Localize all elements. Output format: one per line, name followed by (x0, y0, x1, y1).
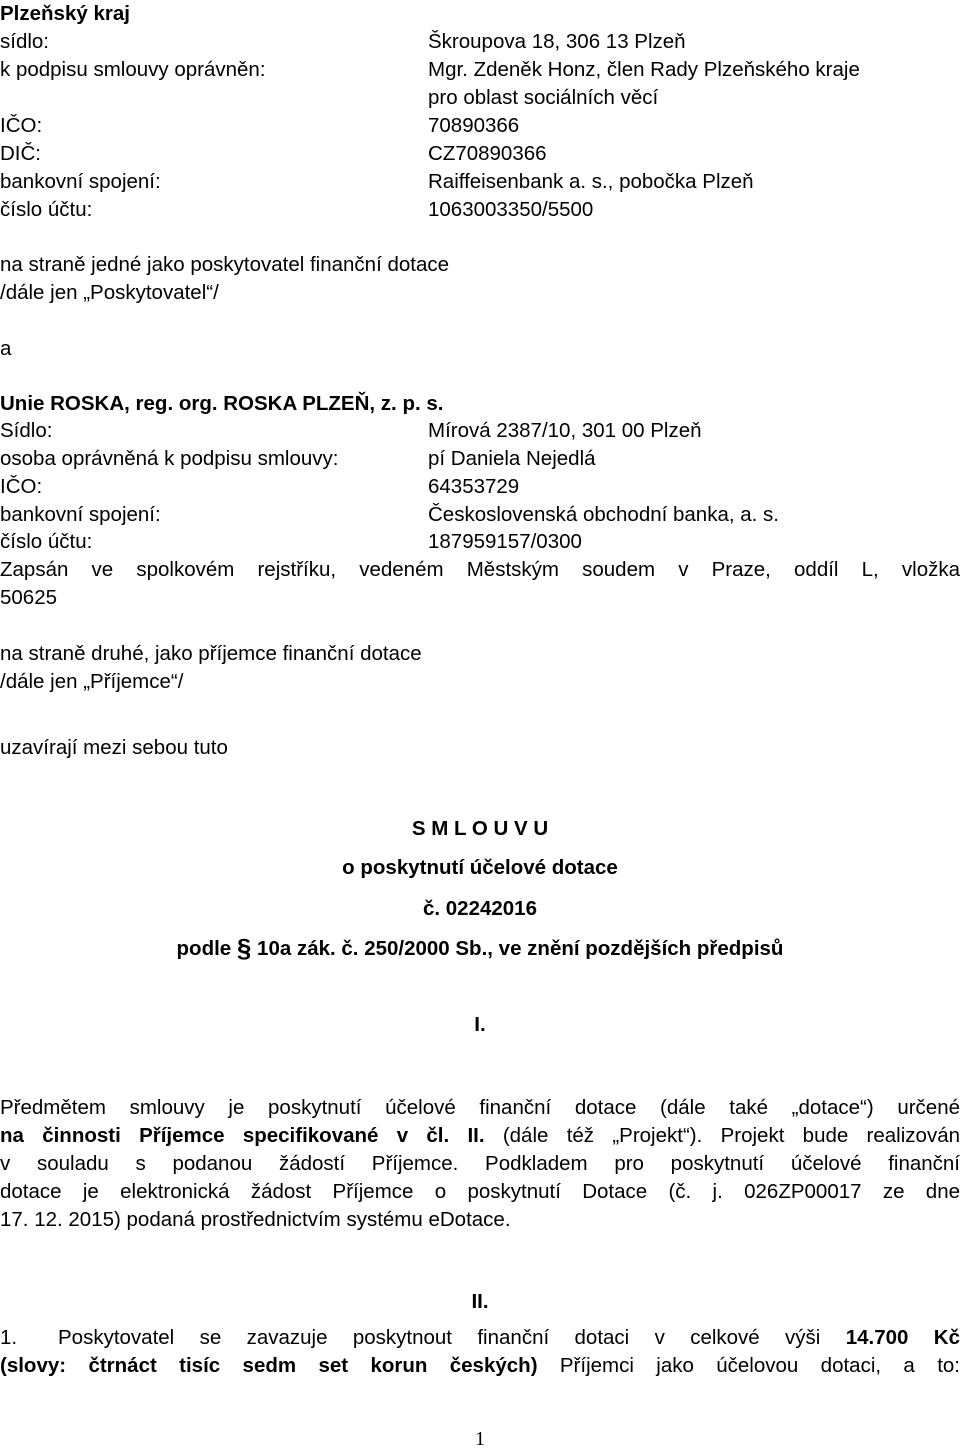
section-1-line: Předmětem smlouvy je poskytnutí účelové finanční dotace (dále také „dotace“) určené (0, 1096, 960, 1119)
contract-legal-basis (0, 933, 960, 963)
registry-line: Zapsán ve spolkovém rejstříku, vedeném Městským soudem v Praze, oddíl L, vložka (0, 558, 960, 581)
recipient-label: Sídlo: (0, 419, 53, 442)
contract-subtitle: o poskytnutí účelové dotace (342, 856, 618, 879)
section-2-text: Poskytovatel se zavazuje poskytnout finanční dotaci v celkové výši (58, 1326, 846, 1349)
page-number: 1 (475, 1428, 485, 1450)
recipient-name: Unie ROSKA, reg. org. ROSKA PLZEŇ, z. p. s. (0, 392, 444, 415)
provider-label: sídlo: (0, 30, 49, 53)
recipient-label: IČO: (0, 475, 43, 498)
section-2-item-line (58, 1326, 960, 1350)
provider-value: Mgr. Zdeněk Honz, člen Rady Plzeňského kraje (428, 58, 860, 81)
section-2-heading: II. (471, 1290, 489, 1313)
section-1-line: 17. 12. 2015) podaná prostřednictvím systému eDotace. (0, 1208, 511, 1231)
grant-amount: 14.700 Kč (845, 1326, 960, 1349)
conjunction-and: a (0, 337, 12, 360)
provider-role-alias: /dále jen „Poskytovatel“/ (0, 281, 219, 304)
provider-value: pro oblast sociálních věcí (428, 86, 659, 109)
contract-number: č. 02242016 (422, 897, 537, 920)
recipient-label: bankovní spojení: (0, 503, 161, 526)
legal-basis-prefix: podle (176, 937, 237, 960)
recipient-value: pí Daniela Nejedlá (428, 447, 596, 470)
section-1-line: dotace je elektronická žádost Příjemce o poskytnutí Dotace (č. j. 026ZP00017 ze dne (0, 1180, 960, 1203)
recipient-value: Mírová 2387/10, 301 00 Plzeň (428, 419, 702, 442)
registry-number: 50625 (0, 586, 58, 609)
provider-value: Škroupova 18, 306 13 Plzeň (428, 30, 686, 53)
provider-label: DIČ: (0, 142, 41, 165)
provider-label: k podpisu smlouvy oprávněn: (0, 58, 266, 81)
provider-value: Raiffeisenbank a. s., pobočka Plzeň (428, 170, 754, 193)
section-2-item-number: 1. (0, 1326, 18, 1349)
section-1-text: (dále též „Projekt“). Projekt bude realizován (484, 1124, 960, 1147)
section-2-item-line (0, 1354, 960, 1378)
provider-value: CZ70890366 (428, 142, 547, 165)
provider-label: číslo účtu: (0, 198, 93, 221)
recipient-value: 187959157/0300 (428, 530, 582, 553)
provider-label: bankovní spojení: (0, 170, 161, 193)
recipient-label: číslo účtu: (0, 530, 93, 553)
section-1-heading: I. (474, 1013, 486, 1036)
recipient-role: na straně druhé, jako příjemce finanční dotace (0, 642, 422, 665)
section-1-bold-text: na činnosti Příjemce specifikované v čl. II. (0, 1124, 485, 1147)
section-1-line (0, 1124, 960, 1148)
section-2-text: Příjemci jako účelovou dotaci, a to: (537, 1354, 960, 1377)
legal-basis-law: 10a zák. č. 250/2000 Sb. (251, 937, 488, 960)
recipient-value: Československá obchodní banka, a. s. (428, 503, 779, 526)
section-sign: § (236, 933, 252, 963)
provider-label: IČO: (0, 114, 43, 137)
grant-amount-words: (slovy: čtrnáct tisíc sedm set korun českých) (0, 1354, 538, 1377)
provider-value: 1063003350/5500 (428, 198, 594, 221)
recipient-role-alias: /dále jen „Příjemce“/ (0, 670, 184, 693)
recipient-label: osoba oprávněná k podpisu smlouvy: (0, 447, 339, 470)
conclude-text: uzavírají mezi sebou tuto (0, 736, 228, 759)
recipient-value: 64353729 (428, 475, 520, 498)
contract-title: S M L O U V U (411, 817, 549, 840)
provider-role: na straně jedné jako poskytovatel finanční dotace (0, 253, 450, 276)
legal-basis-suffix: , ve znění pozdějších předpisů (487, 937, 784, 960)
section-1-line: v souladu s podanou žádostí Příjemce. Podkladem pro poskytnutí účelové finanční (0, 1152, 960, 1175)
provider-value: 70890366 (428, 114, 520, 137)
provider-name: Plzeňský kraj (0, 2, 130, 25)
